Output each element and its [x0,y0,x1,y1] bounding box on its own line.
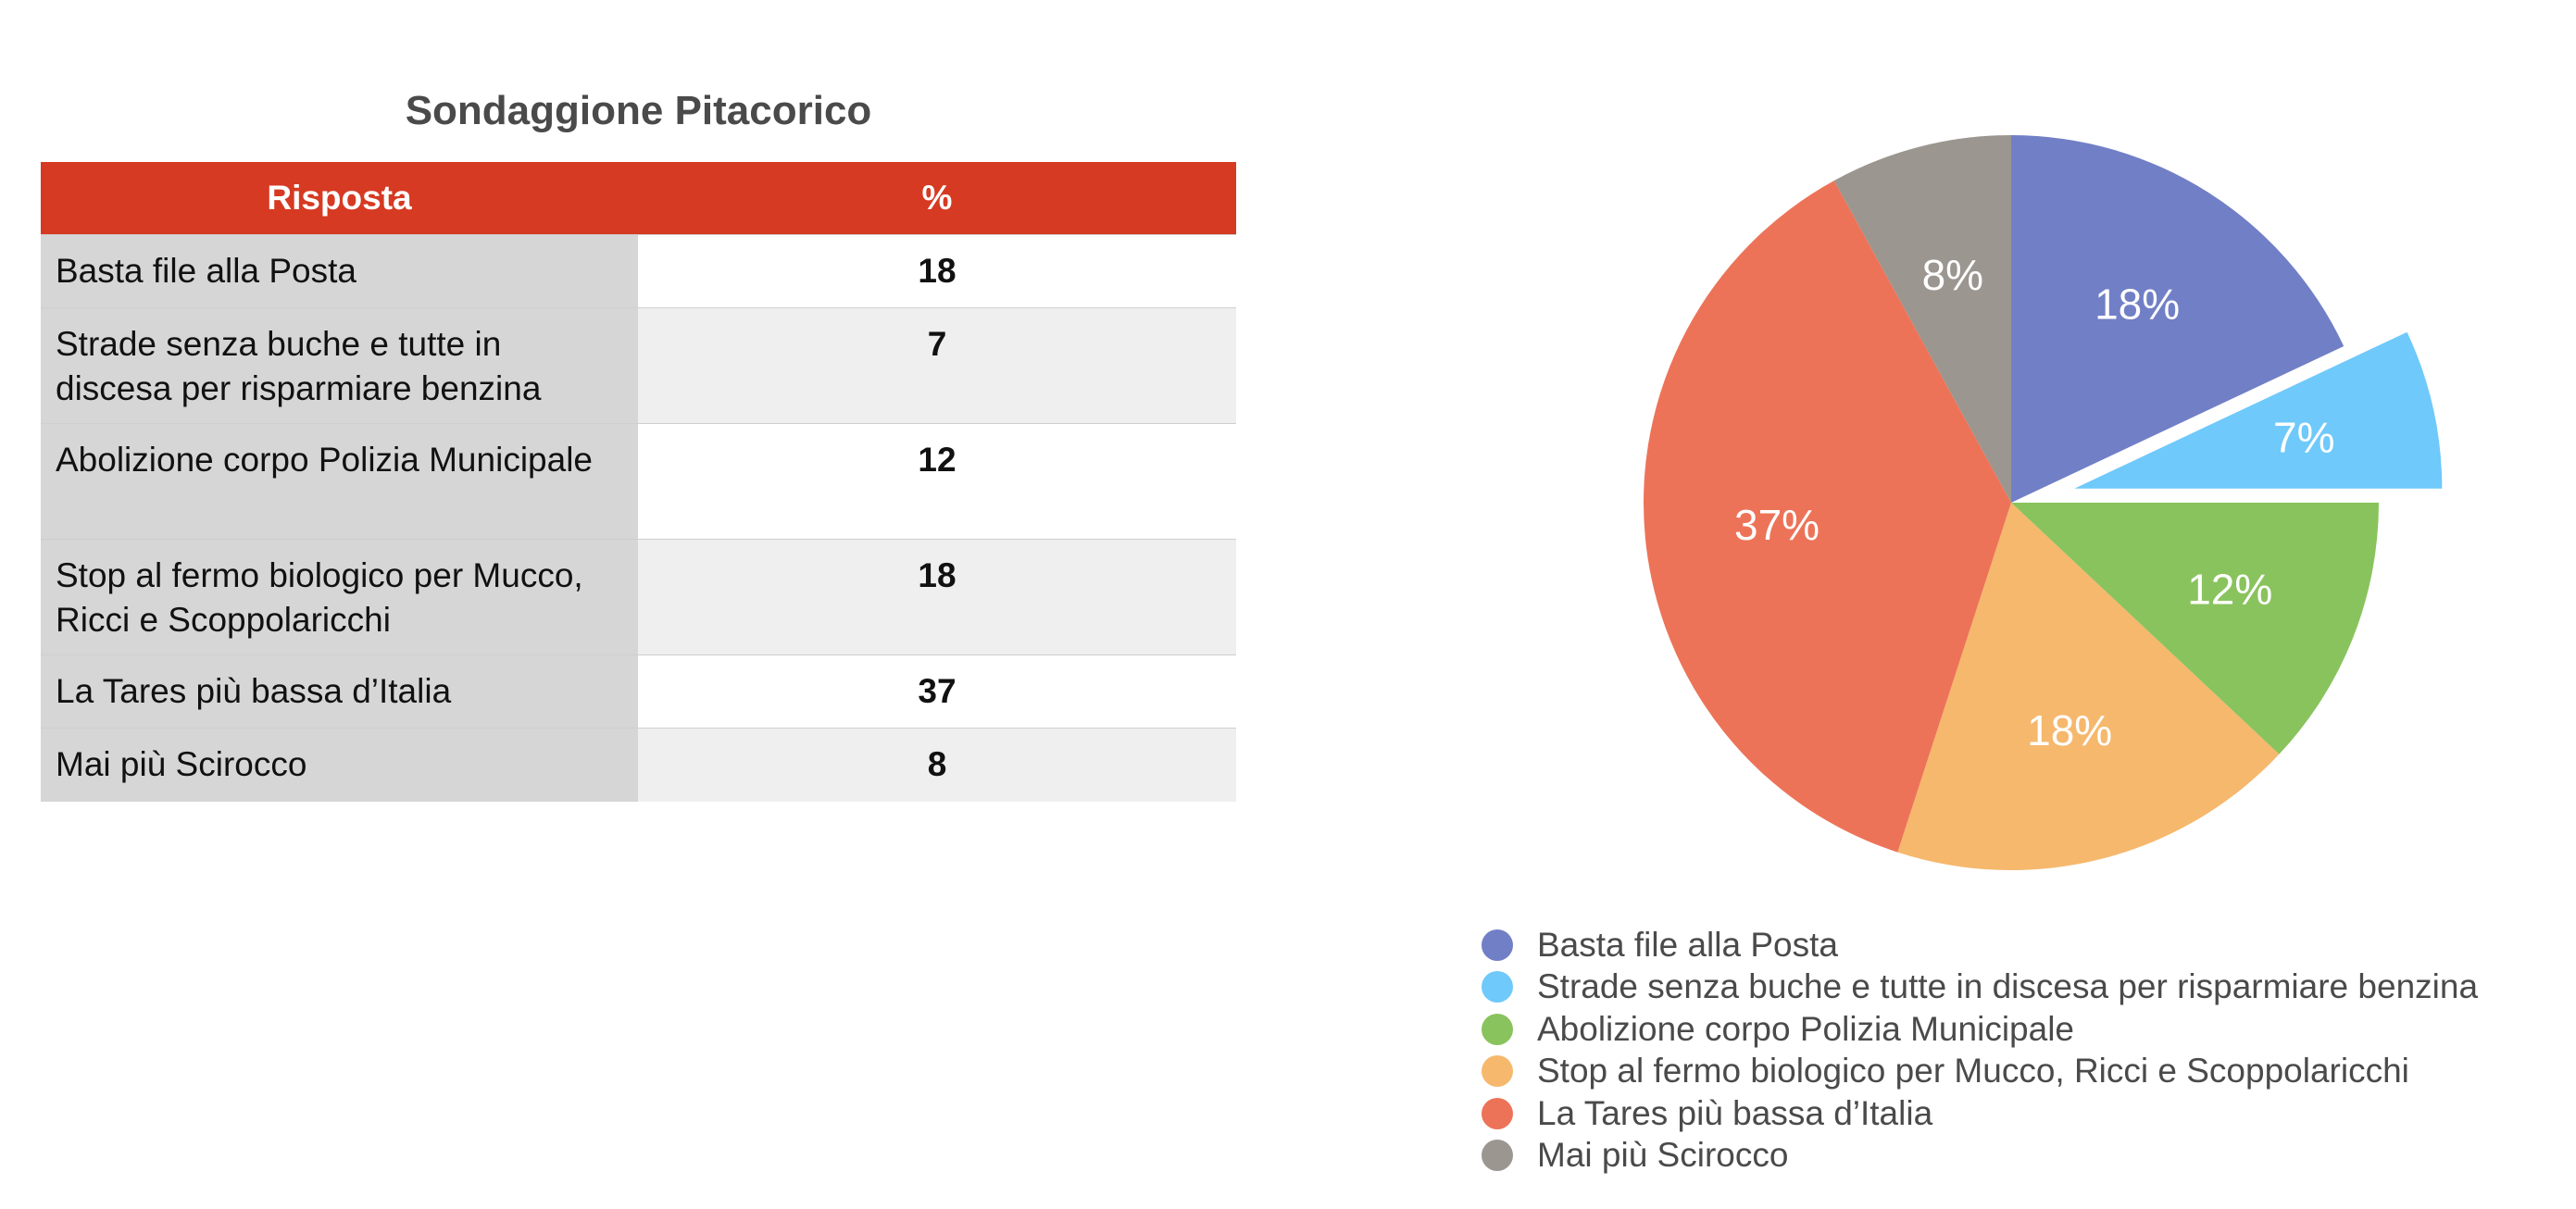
legend-swatch [1482,1055,1513,1087]
legend-item [1482,966,2478,1009]
pie-slice-label: 18% [2027,706,2113,755]
legend-label: Basta file alla Posta [1537,925,1838,964]
legend-label: Mai più Scirocco [1537,1136,1789,1175]
legend [1482,924,2478,1177]
legend-item [1482,924,2478,966]
legend-swatch [1482,1098,1513,1129]
legend-label: Strade senza buche e tutte in discesa per risparmiare benzina [1537,967,2479,1006]
row-value: 18 [638,235,1236,308]
pie-slice-label: 7% [2273,413,2335,462]
legend-item [1482,1008,2478,1051]
pie-slice-label: 37% [1734,500,1820,549]
row-value: 8 [638,729,1236,802]
legend-label: La Tares più bassa d’Italia [1537,1093,1933,1132]
legend-item [1482,1135,2478,1178]
row-value: 18 [638,540,1236,655]
row-value: 37 [638,655,1236,729]
legend-swatch [1482,929,1513,961]
row-label: Basta file alla Posta [41,235,638,308]
legend-label: Abolizione corpo Polizia Municipale [1537,1009,2074,1048]
row-value: 7 [638,308,1236,424]
legend-swatch [1482,971,1513,1003]
legend-label: Stop al fermo biologico per Mucco, Ricci e Scoppolaricchi [1537,1052,2409,1091]
pie-slice-label: 18% [2095,280,2181,329]
pie-slice-label: 8% [1921,250,1984,299]
chart-title: Sondaggione Pitacorico [405,88,872,133]
row-label: Mai più Scirocco [41,729,638,802]
legend-item [1482,1051,2478,1093]
row-label: Abolizione corpo Polizia Municipale [41,424,638,540]
header-percent: % [638,162,1236,235]
legend-item [1482,1092,2478,1135]
legend-swatch [1482,1014,1513,1045]
pie-slice-label: 12% [2187,565,2273,614]
row-value: 12 [638,424,1236,540]
row-label: La Tares più bassa d’Italia [41,655,638,729]
row-label: Strade senza buche e tutte in discesa per risparmiare benzina [41,308,638,424]
header-risposta: Risposta [41,162,638,235]
legend-swatch [1482,1140,1513,1171]
row-label: Stop al fermo biologico per Mucco, Ricci e Scoppolaricchi [41,540,638,655]
